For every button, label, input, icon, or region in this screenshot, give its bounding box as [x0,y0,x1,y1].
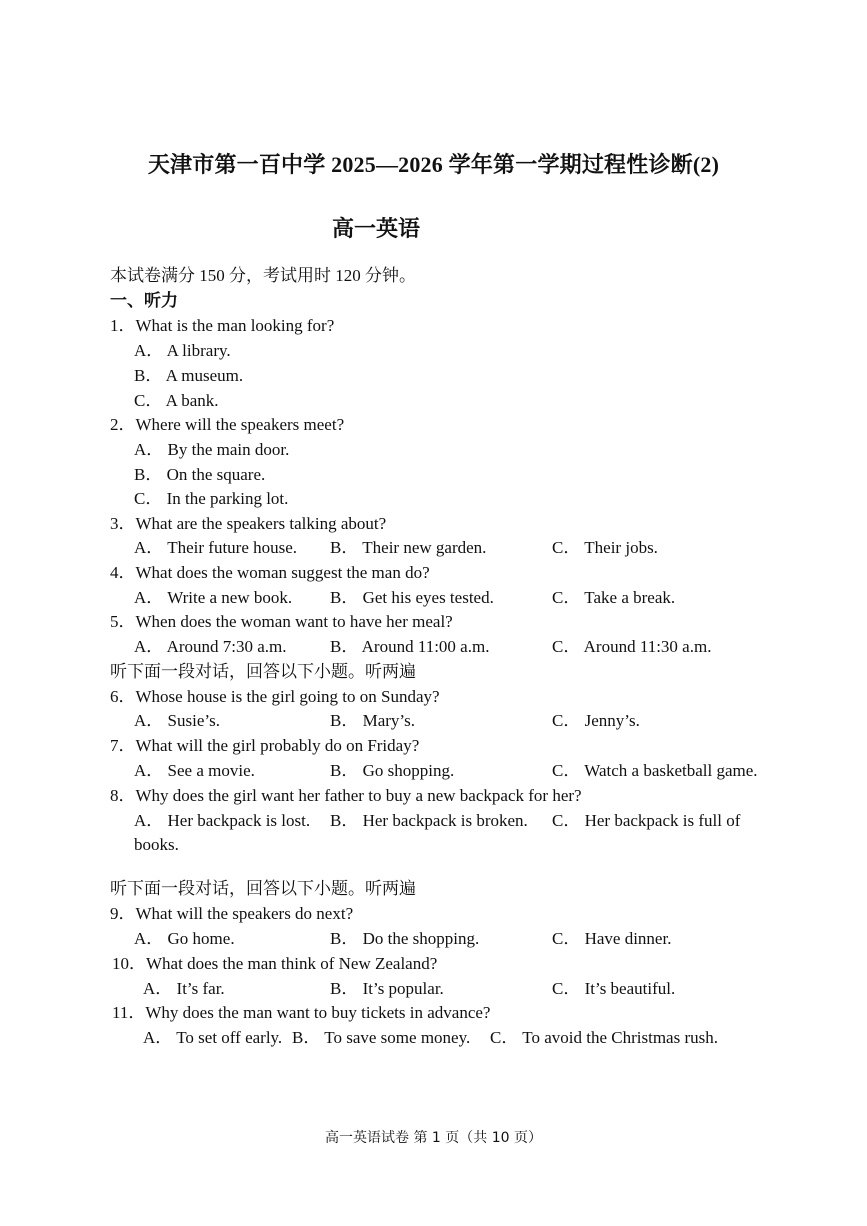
question-number: 10． [112,954,146,973]
question-2 [110,414,344,436]
question-number: 5． [110,612,136,631]
listening-instruction: 听下面一段对话，回答以下小题。听两遍 [110,662,416,681]
question-number: 4． [110,563,136,582]
question-text: What will the girl probably do on Friday? [135,736,420,755]
option-b: B． Get his eyes tested. [330,588,494,607]
option-c: C． Her backpack is full of [552,811,741,830]
option-b: B． A museum. [134,366,244,385]
option-a: A． By the main door. [134,440,290,459]
question-4 [110,562,430,584]
option-a: A． Go home. [134,929,235,948]
option-a: A． A library. [134,341,231,360]
option-c: C． To avoid the Christmas rush. [490,1028,718,1047]
question-text: What are the speakers talking about? [135,514,387,533]
option-b: B． Her backpack is broken. [330,811,528,830]
question-text: Why does the girl want her father to buy a new backpack for her? [135,786,582,805]
question-8 [110,785,582,807]
question-number: 11． [112,1003,146,1022]
exam-intro: 本试卷满分 150 分，考试用时 120 分钟。 [110,266,416,285]
question-1 [110,315,334,337]
exam-title: 天津市第一百中学 2025—2026 学年第一学期过程性诊断(2) [147,152,720,177]
option-c: C． Jenny’s. [552,711,640,730]
question-text: What will the speakers do next? [135,904,354,923]
option-a: A． See a movie. [134,761,255,780]
question-11 [112,1002,490,1024]
question-5 [110,611,453,633]
question-text: What does the woman suggest the man do? [135,563,430,582]
option-b: B． Go shopping. [330,761,455,780]
question-number: 8． [110,786,136,805]
option-b: B． Their new garden. [330,538,487,557]
question-3 [110,513,386,535]
option-b: B． Around 11:00 a.m. [330,637,490,656]
option-c: C． Around 11:30 a.m. [552,637,712,656]
question-number: 6． [110,687,136,706]
listening-instruction: 听下面一段对话，回答以下小题。听两遍 [110,879,416,898]
exam-subject: 高一英语 [331,216,420,241]
option-c: C． A bank. [134,391,219,410]
option-c: C． Their jobs. [552,538,658,557]
question-text: Whose house is the girl going to on Sunday? [135,687,440,706]
option-b: B． It’s popular. [330,979,444,998]
question-text: What does the man think of New Zealand? [146,954,438,973]
question-number: 2． [110,415,136,434]
question-number: 3． [110,514,136,533]
option-b: B． Do the shopping. [330,929,480,948]
option-a: A． Around 7:30 a.m. [134,637,287,656]
option-c: C． Have dinner. [552,929,672,948]
question-6 [110,686,440,708]
option-a: A． Susie’s. [134,711,220,730]
question-text: What is the man looking for? [135,316,335,335]
section-title: 一、听力 [110,291,178,310]
question-number: 7． [110,736,136,755]
option-a: A． It’s far. [143,979,225,998]
option-a: A． Their future house. [134,538,298,557]
option-b: B． Mary’s. [330,711,415,730]
question-10 [112,953,437,975]
question-9 [110,903,353,925]
question-text: Where will the speakers meet? [135,415,345,434]
option-a: A． Her backpack is lost. [134,811,311,830]
question-text: Why does the man want to buy tickets in advance? [145,1003,491,1022]
question-7 [110,735,419,757]
option-b: B． On the square. [134,465,266,484]
option-b: B． To save some money. [292,1028,471,1047]
question-number: 1． [110,316,136,335]
option-c: C． In the parking lot. [134,489,289,508]
option-c: C． Watch a basketball game. [552,761,758,780]
option-a: A． Write a new book. [134,588,293,607]
page-footer: 高一英语试卷 第 1 页（共 10 页） [325,1130,542,1146]
option-c-continuation: books. [134,835,179,854]
option-a: A． To set off early. [143,1028,283,1047]
option-c: C． It’s beautiful. [552,979,676,998]
question-text: When does the woman want to have her meal? [135,612,453,631]
question-number: 9． [110,904,136,923]
option-c: C． Take a break. [552,588,676,607]
